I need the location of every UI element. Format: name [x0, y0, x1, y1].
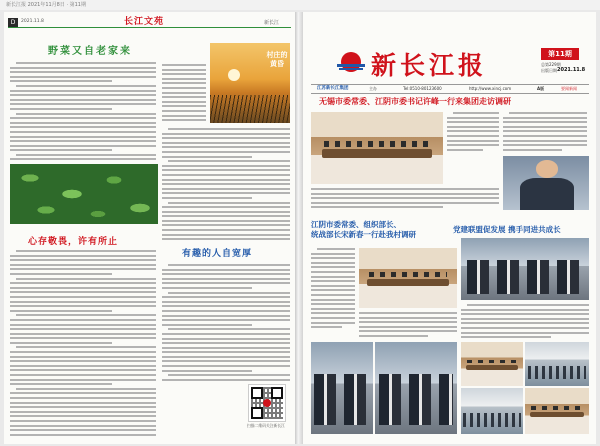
- headline1-body-a: [447, 112, 499, 154]
- sponsor-label: 主办: [369, 86, 377, 91]
- grass-silhouette: [210, 95, 290, 123]
- masthead-info-bar: [311, 84, 589, 94]
- edition-tag: 要闻新闻: [561, 86, 577, 91]
- article3-body: [162, 264, 290, 382]
- article1-title: 野菜又自老家来: [48, 46, 132, 57]
- hall-photo-small-1: [525, 342, 589, 386]
- qr-finder-icon: [271, 387, 283, 399]
- date-label: 出版日期: [541, 68, 557, 73]
- qr-logo-icon: [263, 399, 271, 407]
- left-page-header: [8, 18, 291, 28]
- publisher: 江苏新长江集团: [317, 86, 349, 91]
- headline1-body-c: [311, 188, 499, 210]
- group-photo-officers: [461, 238, 589, 300]
- headline-3: 党建联盟促发展 携手同进共成长: [453, 225, 561, 234]
- visit-photo-center: [375, 342, 457, 434]
- qr-caption: 扫描二维码关注新长江: [247, 423, 285, 428]
- issue-badge: 第11期: [541, 48, 579, 60]
- visit-photo-left: [311, 342, 373, 434]
- headline2-body-a: [311, 248, 355, 340]
- speaker-portrait-photo: [503, 156, 589, 210]
- left-page: [4, 12, 295, 444]
- page-gutter: [295, 12, 303, 444]
- headline-2-line2: 统战部长宋新春一行赴我村调研: [311, 230, 416, 239]
- sunset-caption: 村庄的黄昏: [266, 51, 288, 68]
- wormwood-plant-image: [10, 164, 158, 224]
- window-title-strip: 新长江报 2021年11月8日 · 第11期: [0, 0, 600, 10]
- meeting-photo-main: [311, 112, 443, 184]
- hall-photo-small-2: [461, 388, 523, 434]
- headline-1: 无锡市委常委、江阴市委书记许峰一行来集团走访调研: [319, 96, 511, 106]
- leaf-pattern: [10, 164, 158, 224]
- page-date-stub: 2021.11.8: [21, 19, 44, 24]
- article2-body: [10, 250, 156, 438]
- total-issue: 总第229期: [541, 62, 561, 67]
- headline3-body: [461, 304, 589, 340]
- telephone: Tel:0510-80123600: [403, 86, 442, 91]
- website-link[interactable]: http://www.xincj.com: [469, 86, 512, 91]
- paper-tag: 新长江: [264, 20, 280, 26]
- headline-2: [311, 220, 416, 240]
- masthead-logo-icon: [337, 52, 365, 72]
- section-header: 长江文苑: [124, 17, 165, 27]
- article1-side-column: [162, 64, 206, 124]
- headline1-body-b: [503, 112, 587, 152]
- edition-label: A版: [537, 86, 545, 91]
- article2-title: 心存敬畏，许有所止: [28, 237, 119, 247]
- meeting-photo-small-2: [525, 388, 589, 434]
- headline2-body-b: [359, 312, 457, 340]
- article1-body: [10, 62, 156, 160]
- sunset-field-image: [210, 43, 290, 123]
- headline-2-line1: 江阴市委常委、组织部长、: [311, 220, 401, 229]
- right-page: [303, 12, 596, 444]
- issue-date: 2021.11.8: [557, 67, 586, 73]
- meeting-photo-small-1: [461, 342, 523, 386]
- masthead-title: 新长江报: [371, 51, 488, 80]
- article3-title: 有趣的人自宽厚: [182, 249, 253, 259]
- qr-finder-icon: [251, 387, 263, 399]
- qr-finder-icon: [251, 407, 263, 419]
- qr-code[interactable]: [248, 384, 286, 422]
- page-letter-badge: D: [8, 18, 18, 27]
- sun-icon: [228, 69, 240, 81]
- article2-right-column: [162, 128, 290, 240]
- meeting-photo-second: [359, 248, 457, 308]
